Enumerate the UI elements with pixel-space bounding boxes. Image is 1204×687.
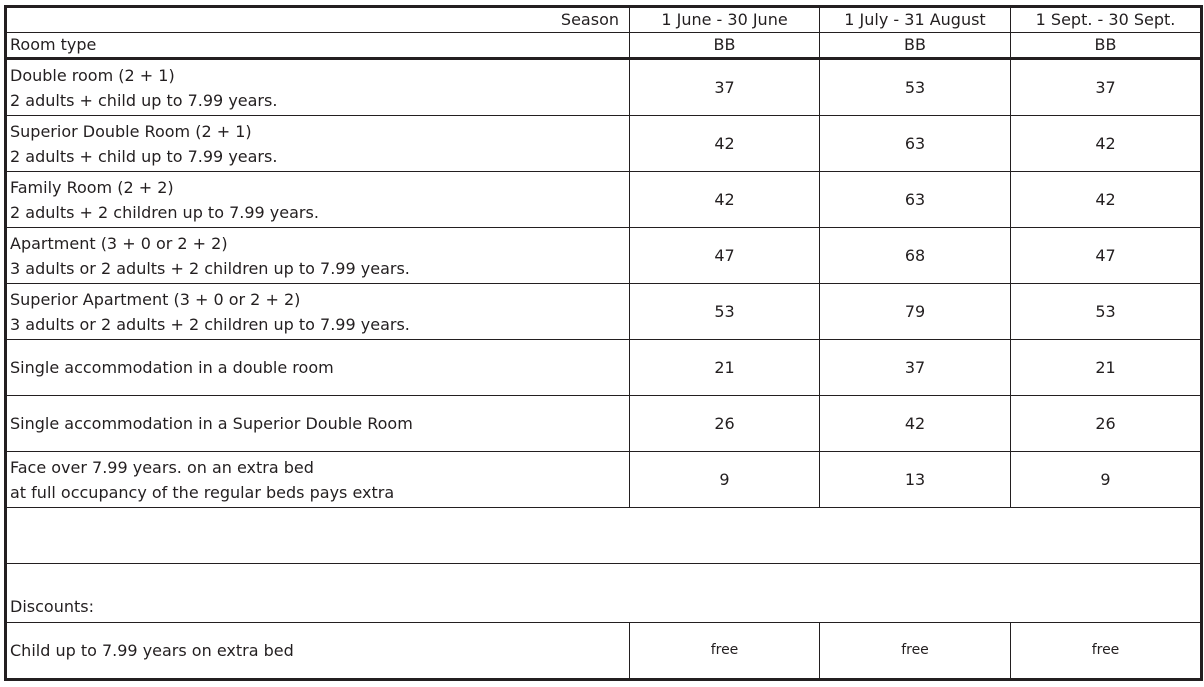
period-header: 1 Sept. - 30 Sept. — [1011, 7, 1202, 33]
season-label: Season — [6, 7, 630, 33]
board-header: BB — [820, 33, 1011, 59]
price-cell: 26 — [630, 396, 820, 452]
table-row — [6, 172, 1202, 228]
price-cell: 9 — [630, 452, 820, 508]
season-header-row — [6, 7, 1202, 33]
discount-label: Child up to 7.99 years on extra bed — [6, 623, 630, 680]
discount-value: free — [630, 623, 820, 680]
price-cell: 42 — [820, 396, 1011, 452]
discounts-title: Discounts: — [6, 564, 1202, 623]
price-cell: 13 — [820, 452, 1011, 508]
price-cell: 26 — [1011, 396, 1202, 452]
table-row — [6, 396, 1202, 452]
empty-cell — [6, 508, 1202, 564]
room-type-name: Superior Double Room (2 + 1) — [10, 121, 252, 141]
price-cell: 42 — [630, 172, 820, 228]
table-row — [6, 59, 1202, 116]
price-cell: 47 — [630, 228, 820, 284]
discount-value: free — [1011, 623, 1202, 680]
room-type-cell — [6, 340, 630, 396]
room-type-cell — [6, 228, 630, 284]
price-cell: 42 — [630, 116, 820, 172]
period-header: 1 July - 31 August — [820, 7, 1011, 33]
room-type-name: Apartment (3 + 0 or 2 + 2) — [10, 233, 228, 253]
room-type-detail: 2 adults + child up to 7.99 years. — [10, 90, 278, 110]
room-type-header-row — [6, 33, 1202, 59]
board-header: BB — [630, 33, 820, 59]
price-cell: 53 — [820, 59, 1011, 116]
room-type-cell — [6, 172, 630, 228]
period-header: 1 June - 30 June — [630, 7, 820, 33]
room-type-detail: 3 adults or 2 adults + 2 children up to 7.99 years. — [10, 258, 410, 278]
price-table — [4, 5, 1203, 681]
table-row — [6, 116, 1202, 172]
discounts-title-row — [6, 564, 1202, 623]
room-type-cell — [6, 452, 630, 508]
room-type-detail: at full occupancy of the regular beds pays extra — [10, 482, 395, 502]
room-type-label: Room type — [6, 33, 630, 59]
price-cell: 37 — [1011, 59, 1202, 116]
room-type-cell — [6, 284, 630, 340]
room-type-detail: 2 adults + 2 children up to 7.99 years. — [10, 202, 319, 222]
room-type-name: Family Room (2 + 2) — [10, 177, 174, 197]
empty-row — [6, 508, 1202, 564]
room-type-name: Superior Apartment (3 + 0 or 2 + 2) — [10, 289, 301, 309]
price-cell: 68 — [820, 228, 1011, 284]
price-cell: 63 — [820, 172, 1011, 228]
room-type-detail: 2 adults + child up to 7.99 years. — [10, 146, 278, 166]
room-type-cell — [6, 116, 630, 172]
price-cell: 47 — [1011, 228, 1202, 284]
price-cell: 42 — [1011, 172, 1202, 228]
board-header: BB — [1011, 33, 1202, 59]
price-cell: 53 — [1011, 284, 1202, 340]
price-cell: 37 — [820, 340, 1011, 396]
room-type-cell — [6, 396, 630, 452]
price-cell: 21 — [630, 340, 820, 396]
table-row — [6, 228, 1202, 284]
room-type-name: Single accommodation in a double room — [10, 358, 334, 377]
room-type-name: Single accommodation in a Superior Double Room — [10, 414, 413, 433]
table-row — [6, 452, 1202, 508]
table-row — [6, 284, 1202, 340]
price-cell: 42 — [1011, 116, 1202, 172]
price-cell: 9 — [1011, 452, 1202, 508]
room-type-detail: 3 adults or 2 adults + 2 children up to 7.99 years. — [10, 314, 410, 334]
price-cell: 53 — [630, 284, 820, 340]
price-cell: 79 — [820, 284, 1011, 340]
room-type-name: Face over 7.99 years. on an extra bed — [10, 457, 314, 477]
price-cell: 63 — [820, 116, 1011, 172]
price-cell: 21 — [1011, 340, 1202, 396]
room-type-name: Double room (2 + 1) — [10, 65, 175, 85]
table-row — [6, 340, 1202, 396]
price-cell: 37 — [630, 59, 820, 116]
discount-row — [6, 623, 1202, 680]
room-type-cell — [6, 59, 630, 116]
discount-value: free — [820, 623, 1011, 680]
